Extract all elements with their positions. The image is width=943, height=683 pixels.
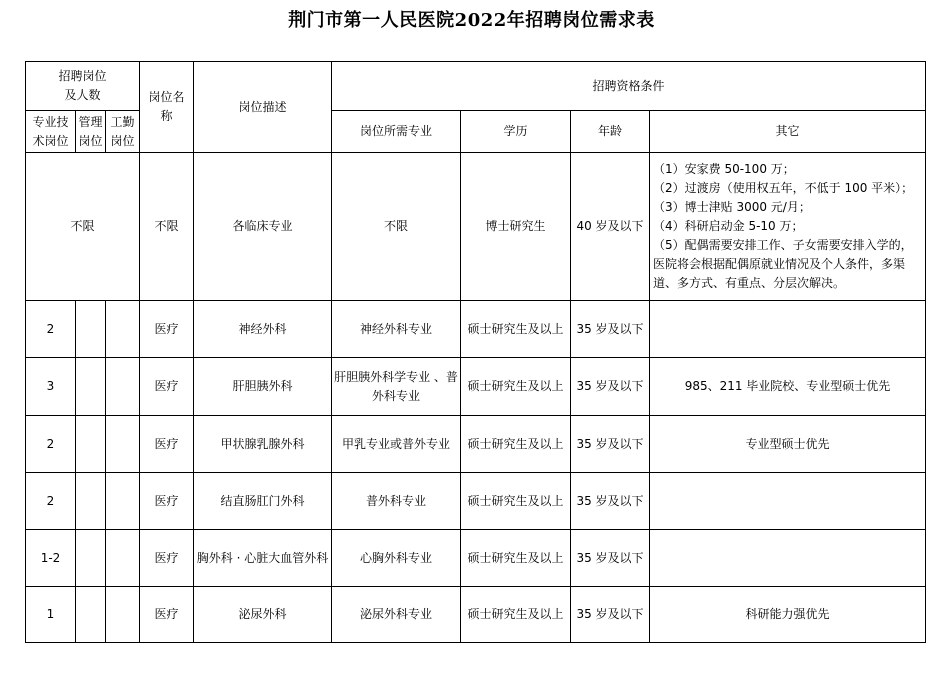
cell-mgmt-count [76, 301, 106, 358]
table-row [26, 416, 926, 473]
cell-major: 肝胆胰外科学专业 、普外科专业 [332, 358, 461, 416]
cell-tech-count: 1-2 [26, 530, 76, 587]
header-other: 其它 [650, 111, 926, 153]
cell-mgmt-count [76, 530, 106, 587]
cell-mgmt-count [76, 473, 106, 530]
cell-description: 结直肠肛门外科 [194, 473, 332, 530]
cell-age: 35 岁及以下 [571, 301, 650, 358]
cell-position: 医疗 [140, 358, 194, 416]
header-tech-post: 专业技 术岗位 [26, 111, 76, 153]
header-work-post: 工勤 岗位 [106, 111, 140, 153]
cell-major: 泌尿外科专业 [332, 587, 461, 643]
cell-education: 博士研究生 [461, 153, 571, 301]
cell-age: 35 岁及以下 [571, 473, 650, 530]
table-row [26, 358, 926, 416]
cell-position: 医疗 [140, 587, 194, 643]
header-mgmt-post: 管理 岗位 [76, 111, 106, 153]
cell-description: 胸外科 · 心脏大血管外科 [194, 530, 332, 587]
cell-major: 不限 [332, 153, 461, 301]
cell-other: 科研能力强优先 [650, 587, 926, 643]
recruitment-table [25, 61, 926, 643]
header-recruit-group: 招聘岗位 及人数 [26, 62, 140, 111]
cell-tech-count: 2 [26, 416, 76, 473]
cell-major: 神经外科专业 [332, 301, 461, 358]
header-position-name: 岗位名 称 [140, 62, 194, 153]
cell-position: 医疗 [140, 301, 194, 358]
cell-education: 硕士研究生及以上 [461, 358, 571, 416]
cell-work-count [106, 530, 140, 587]
cell-education: 硕士研究生及以上 [461, 301, 571, 358]
cell-age: 35 岁及以下 [571, 587, 650, 643]
header-qualifications: 招聘资格条件 [332, 62, 926, 111]
header-major: 岗位所需专业 [332, 111, 461, 153]
table-row-doctoral [26, 153, 926, 301]
cell-other: （1）安家费 50-100 万； （2）过渡房（使用权五年，不低于 100 平米）； （3）博士津贴 3000 元/月； （4）科研启动金 5-10 万； （5）配偶需要安排工作、子女需要安排入学的，医院将会根据配偶原就业情况及个人条件，多渠道、多方式、有重点、分层次解决。 [650, 153, 926, 301]
cell-major: 甲乳专业或普外专业 [332, 416, 461, 473]
cell-tech-count: 2 [26, 301, 76, 358]
cell-description: 泌尿外科 [194, 587, 332, 643]
cell-mgmt-count [76, 587, 106, 643]
table-row [26, 587, 926, 643]
cell-description: 神经外科 [194, 301, 332, 358]
cell-tech-count: 1 [26, 587, 76, 643]
cell-major: 心胸外科专业 [332, 530, 461, 587]
cell-age: 40 岁及以下 [571, 153, 650, 301]
header-age: 年龄 [571, 111, 650, 153]
cell-other [650, 530, 926, 587]
cell-work-count [106, 473, 140, 530]
cell-mgmt-count [76, 416, 106, 473]
header-education: 学历 [461, 111, 571, 153]
cell-work-count [106, 416, 140, 473]
header-row-1 [26, 62, 926, 111]
cell-description: 各临床专业 [194, 153, 332, 301]
cell-tech-count: 2 [26, 473, 76, 530]
cell-mgmt-count [76, 358, 106, 416]
cell-other [650, 473, 926, 530]
cell-description: 甲状腺乳腺外科 [194, 416, 332, 473]
cell-position: 医疗 [140, 530, 194, 587]
cell-education: 硕士研究生及以上 [461, 587, 571, 643]
cell-position: 医疗 [140, 416, 194, 473]
cell-education: 硕士研究生及以上 [461, 473, 571, 530]
cell-tech-count: 3 [26, 358, 76, 416]
cell-work-count [106, 358, 140, 416]
cell-description: 肝胆胰外科 [194, 358, 332, 416]
table-row [26, 530, 926, 587]
cell-position: 不限 [140, 153, 194, 301]
cell-position: 医疗 [140, 473, 194, 530]
cell-count: 不限 [26, 153, 140, 301]
cell-other: 专业型硕士优先 [650, 416, 926, 473]
cell-education: 硕士研究生及以上 [461, 416, 571, 473]
cell-age: 35 岁及以下 [571, 530, 650, 587]
cell-work-count [106, 587, 140, 643]
cell-age: 35 岁及以下 [571, 358, 650, 416]
cell-major: 普外科专业 [332, 473, 461, 530]
cell-work-count [106, 301, 140, 358]
cell-other: 985、211 毕业院校、专业型硕士优先 [650, 358, 926, 416]
page-title: 荆门市第一人民医院2022年招聘岗位需求表 [288, 10, 655, 31]
header-description: 岗位描述 [194, 62, 332, 153]
cell-other [650, 301, 926, 358]
cell-education: 硕士研究生及以上 [461, 530, 571, 587]
table-row [26, 473, 926, 530]
cell-age: 35 岁及以下 [571, 416, 650, 473]
table-row [26, 301, 926, 358]
